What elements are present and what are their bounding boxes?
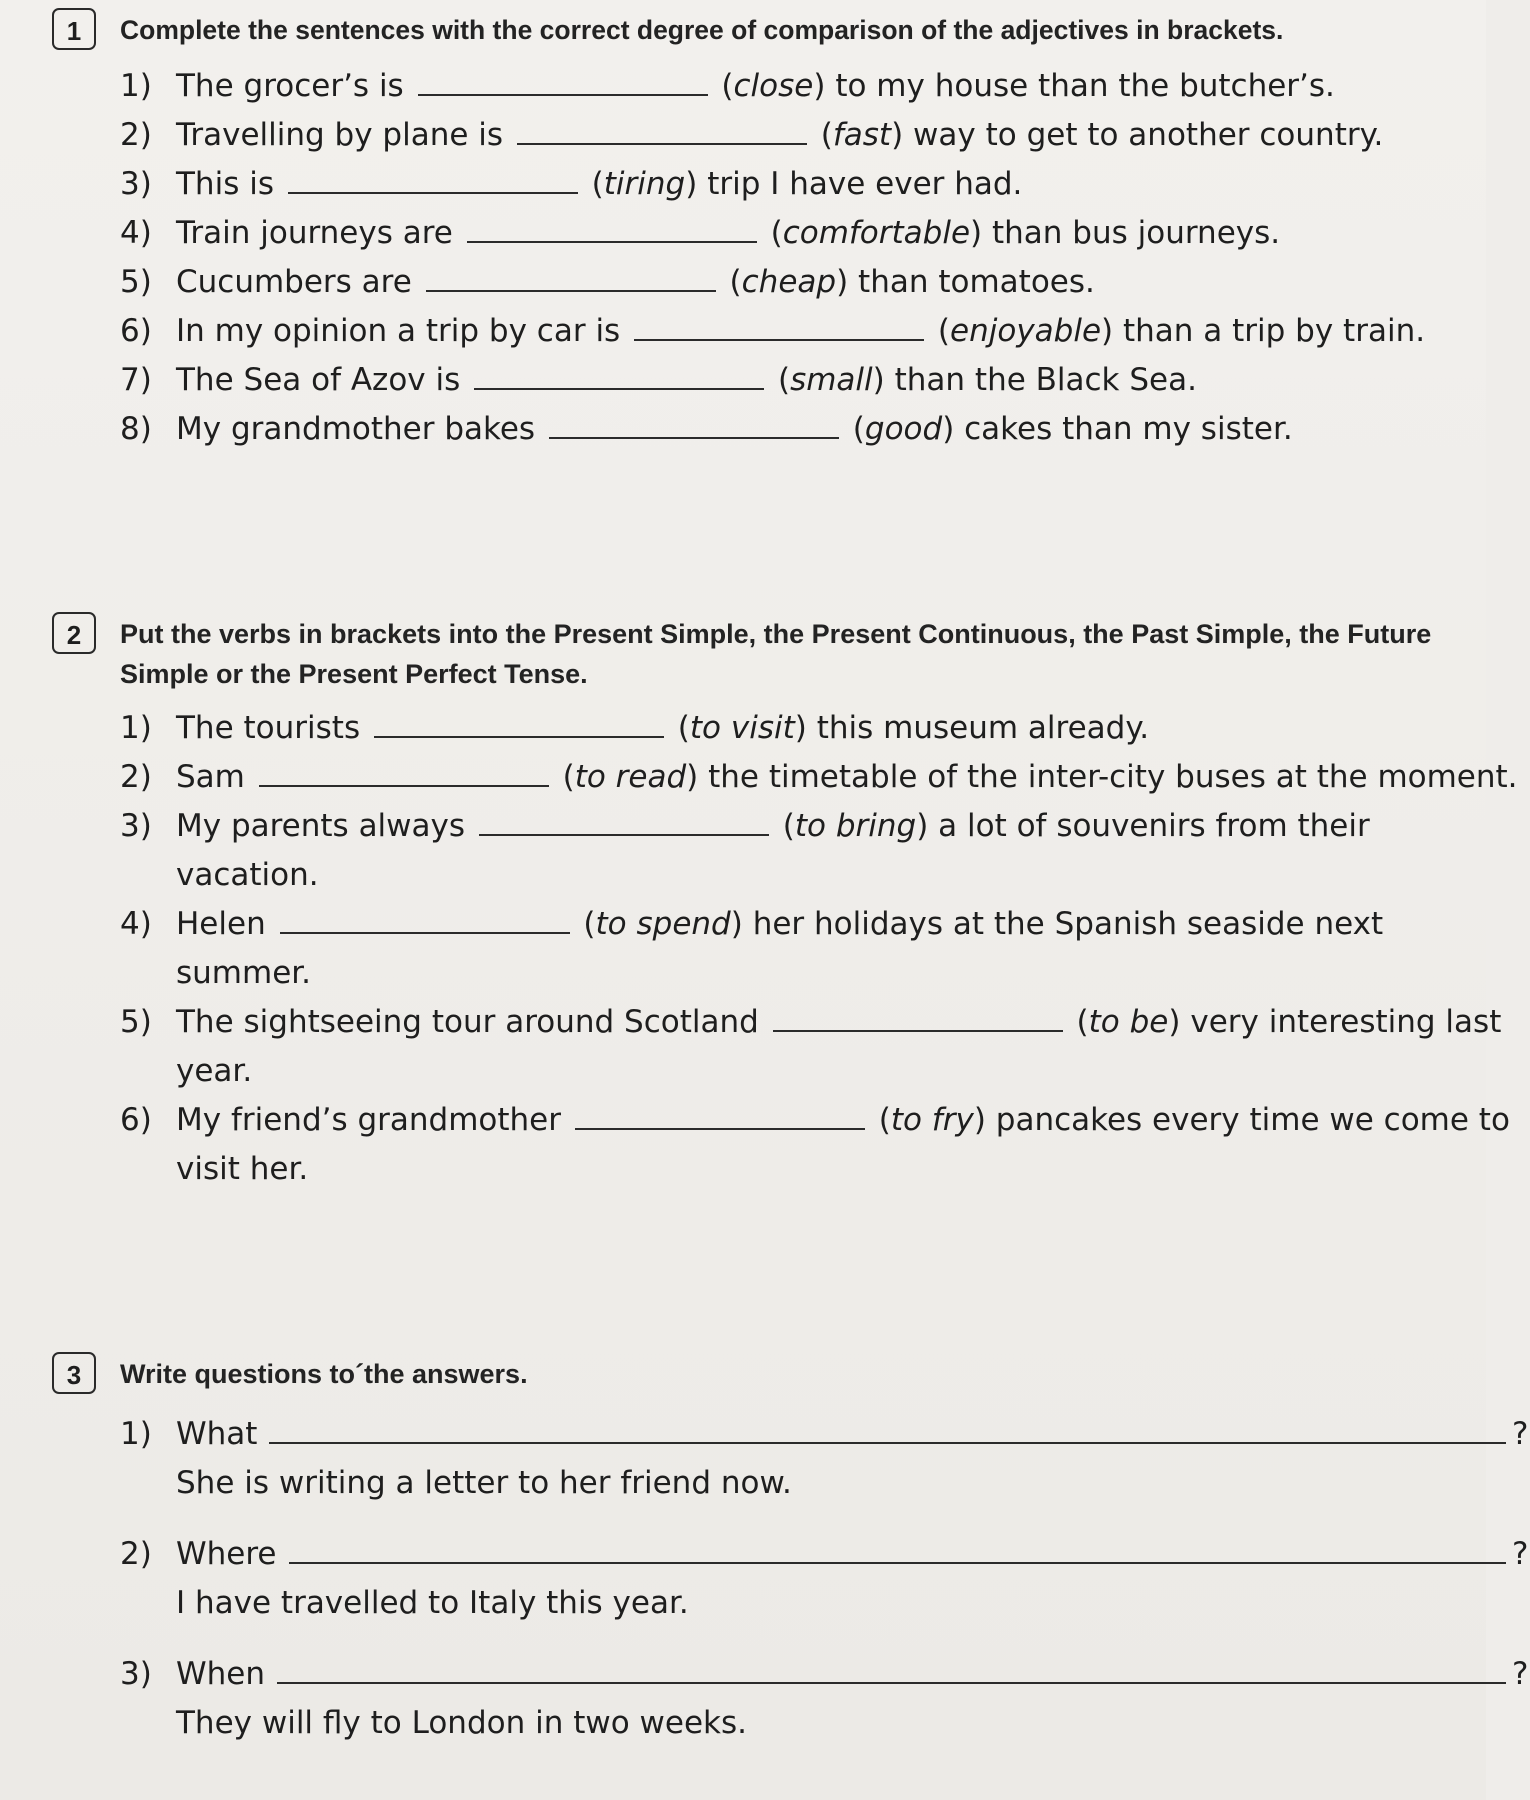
question-blank[interactable] (277, 1652, 1506, 1684)
sentence-item (120, 160, 1520, 209)
item-number: 3) (120, 1656, 152, 1692)
question-word: Where (176, 1536, 277, 1572)
sentence-item (120, 704, 1520, 753)
exercise-instruction: Complete the sentences with the correct degree of comparison of the adjectives in brackets. (120, 15, 1284, 45)
sentence-text: My parents always (to bring) a lot of souvenirs from their vacation. (176, 808, 1370, 893)
exercise-1 (52, 8, 1472, 454)
exercise-3-header (52, 1352, 1472, 1396)
item-number: 1) (120, 68, 152, 104)
question-word: What (176, 1416, 258, 1452)
sentence-end: way to get to another country. (913, 117, 1384, 153)
question-mark: ? (1512, 1416, 1529, 1452)
sentence-start: Travelling by plane is (176, 117, 504, 153)
sentence-item (120, 900, 1520, 998)
bracket-hint: to fry (890, 1102, 974, 1138)
sentence-start: My friend’s grandmother (176, 1102, 562, 1138)
sentence-text: Helen (to spend) her holidays at the Spanish seaside next summer. (176, 906, 1384, 991)
sentence-start: Helen (176, 906, 266, 942)
bracket-hint: to visit (689, 710, 795, 746)
answer-blank[interactable] (634, 311, 924, 341)
exercise-3 (52, 1352, 1529, 1770)
sentence-text: Sam (to read) the timetable of the inter-city buses at the moment. (176, 759, 1518, 795)
sentence-start: The tourists (176, 710, 361, 746)
sentence-start: Cucumbers are (176, 264, 412, 300)
item-number: 4) (120, 215, 152, 251)
given-answer: They will fly to London in two weeks. (176, 1705, 747, 1741)
answer-blank[interactable] (288, 164, 578, 194)
sentence-item (120, 307, 1520, 356)
answer-blank[interactable] (374, 708, 664, 738)
bracket-hint: to spend (595, 906, 731, 942)
item-number: 4) (120, 906, 152, 942)
exercise-1-items (120, 62, 1520, 454)
sentence-end: trip I have ever had. (707, 166, 1023, 202)
answer-blank[interactable] (549, 409, 839, 439)
question-blank[interactable] (269, 1412, 1506, 1444)
exercise-number-badge: 1 (52, 8, 96, 50)
sentence-end: than the Black Sea. (894, 362, 1197, 398)
bracket-hint: to be (1088, 1004, 1169, 1040)
item-number: 6) (120, 313, 152, 349)
question-blank[interactable] (289, 1532, 1506, 1564)
sentence-item (120, 998, 1520, 1096)
sentence-start: The grocer’s is (176, 68, 404, 104)
answer-blank[interactable] (426, 262, 716, 292)
sentence-start: This is (176, 166, 274, 202)
sentence-text: The tourists (to visit) this museum already. (176, 710, 1150, 746)
item-number: 7) (120, 362, 152, 398)
sentence-end: pancakes every time we come to visit her. (176, 1102, 1510, 1187)
sentence-text: This is (tiring) trip I have ever had. (176, 166, 1023, 202)
sentence-end: this museum already. (816, 710, 1150, 746)
sentence-item (120, 356, 1520, 405)
question-line (120, 1410, 1530, 1459)
exercise-instruction: Put the verbs in brackets into the Present Simple, the Present Continuous, the Past Simple, the Future Simple or the Present Perfect Tense. (120, 619, 1432, 689)
answer-blank[interactable] (467, 213, 757, 243)
bracket-hint: good (864, 411, 943, 447)
sentence-end: than tomatoes. (858, 264, 1095, 300)
sentence-text: Cucumbers are (cheap) than tomatoes. (176, 264, 1095, 300)
sentence-start: In my opinion a trip by car is (176, 313, 621, 349)
sentence-end: a lot of souvenirs from their vacation. (176, 808, 1370, 893)
sentence-item (120, 258, 1520, 307)
exercise-2-items (120, 704, 1520, 1194)
sentence-text: Travelling by plane is (fast) way to get to another country. (176, 117, 1384, 153)
bracket-hint: cheap (741, 264, 837, 300)
given-answer: I have travelled to Italy this year. (176, 1585, 689, 1621)
answer-blank[interactable] (517, 115, 807, 145)
sentence-end: very interesting last year. (176, 1004, 1502, 1089)
item-number: 5) (120, 264, 152, 300)
item-number: 5) (120, 1004, 152, 1040)
sentence-item (120, 209, 1520, 258)
item-number: 2) (120, 117, 152, 153)
sentence-text: In my opinion a trip by car is (enjoyable) than a trip by train. (176, 313, 1426, 349)
sentence-end: her holidays at the Spanish seaside next summer. (176, 906, 1384, 991)
exercise-3-items (120, 1410, 1530, 1748)
question-line (120, 1530, 1530, 1579)
answer-blank[interactable] (280, 904, 570, 934)
item-number: 3) (120, 166, 152, 202)
sentence-item (120, 1096, 1520, 1194)
sentence-start: Train journeys are (176, 215, 453, 251)
sentence-item (120, 753, 1520, 802)
exercise-number-badge: 2 (52, 612, 96, 654)
exercise-number-badge: 3 (52, 1352, 96, 1394)
item-number: 6) (120, 1102, 152, 1138)
exercise-2 (52, 612, 1518, 1194)
answer-blank[interactable] (474, 360, 764, 390)
sentence-item (120, 111, 1520, 160)
sentence-end: to my house than the butcher’s. (835, 68, 1335, 104)
bracket-hint: fast (832, 117, 892, 153)
answer-blank[interactable] (259, 757, 549, 787)
sentence-start: My parents always (176, 808, 466, 844)
bracket-hint: comfortable (782, 215, 971, 251)
exercise-instruction: Write questions to´the answers. (120, 1359, 528, 1389)
exercise-1-header (52, 8, 1472, 52)
sentence-end: cakes than my sister. (964, 411, 1293, 447)
given-answer: She is writing a letter to her friend now. (176, 1465, 792, 1501)
question-mark: ? (1512, 1536, 1529, 1572)
bracket-hint: tiring (603, 166, 686, 202)
sentence-item (120, 802, 1520, 900)
item-number: 2) (120, 759, 152, 795)
answer-blank[interactable] (773, 1002, 1063, 1032)
sentence-start: The Sea of Azov is (176, 362, 461, 398)
item-number: 3) (120, 808, 152, 844)
exercise-2-header (52, 612, 1472, 696)
sentence-text: The Sea of Azov is (small) than the Black Sea. (176, 362, 1197, 398)
item-number: 8) (120, 411, 152, 447)
sentence-text: The grocer’s is (close) to my house than the butcher’s. (176, 68, 1335, 104)
sentence-text: My grandmother bakes (good) cakes than my sister. (176, 411, 1293, 447)
question-line (120, 1650, 1530, 1699)
answer-blank[interactable] (479, 806, 769, 836)
sentence-item (120, 62, 1520, 111)
sentence-item (120, 405, 1520, 454)
bracket-hint: to bring (794, 808, 917, 844)
sentence-end: than bus journeys. (992, 215, 1281, 251)
question-word: When (176, 1656, 266, 1692)
sentence-start: My grandmother bakes (176, 411, 536, 447)
sentence-start: Sam (176, 759, 245, 795)
item-number: 1) (120, 710, 152, 746)
sentence-text: The sightseeing tour around Scotland (to be) very interesting last year. (176, 1004, 1502, 1089)
answer-blank[interactable] (575, 1100, 865, 1130)
sentence-start: The sightseeing tour around Scotland (176, 1004, 759, 1040)
item-number: 1) (120, 1416, 152, 1452)
sentence-text: Train journeys are (comfortable) than bus journeys. (176, 215, 1281, 251)
bracket-hint: small (790, 362, 873, 398)
question-mark: ? (1512, 1656, 1529, 1692)
answer-blank[interactable] (418, 66, 708, 96)
sentence-end: than a trip by train. (1122, 313, 1426, 349)
bracket-hint: close (733, 68, 814, 104)
sentence-end: the timetable of the inter-city buses at the moment. (708, 759, 1518, 795)
item-number: 2) (120, 1536, 152, 1572)
bracket-hint: to read (574, 759, 687, 795)
sentence-text: My friend’s grandmother (to fry) pancakes every time we come to visit her. (176, 1102, 1510, 1187)
bracket-hint: enjoyable (950, 313, 1102, 349)
